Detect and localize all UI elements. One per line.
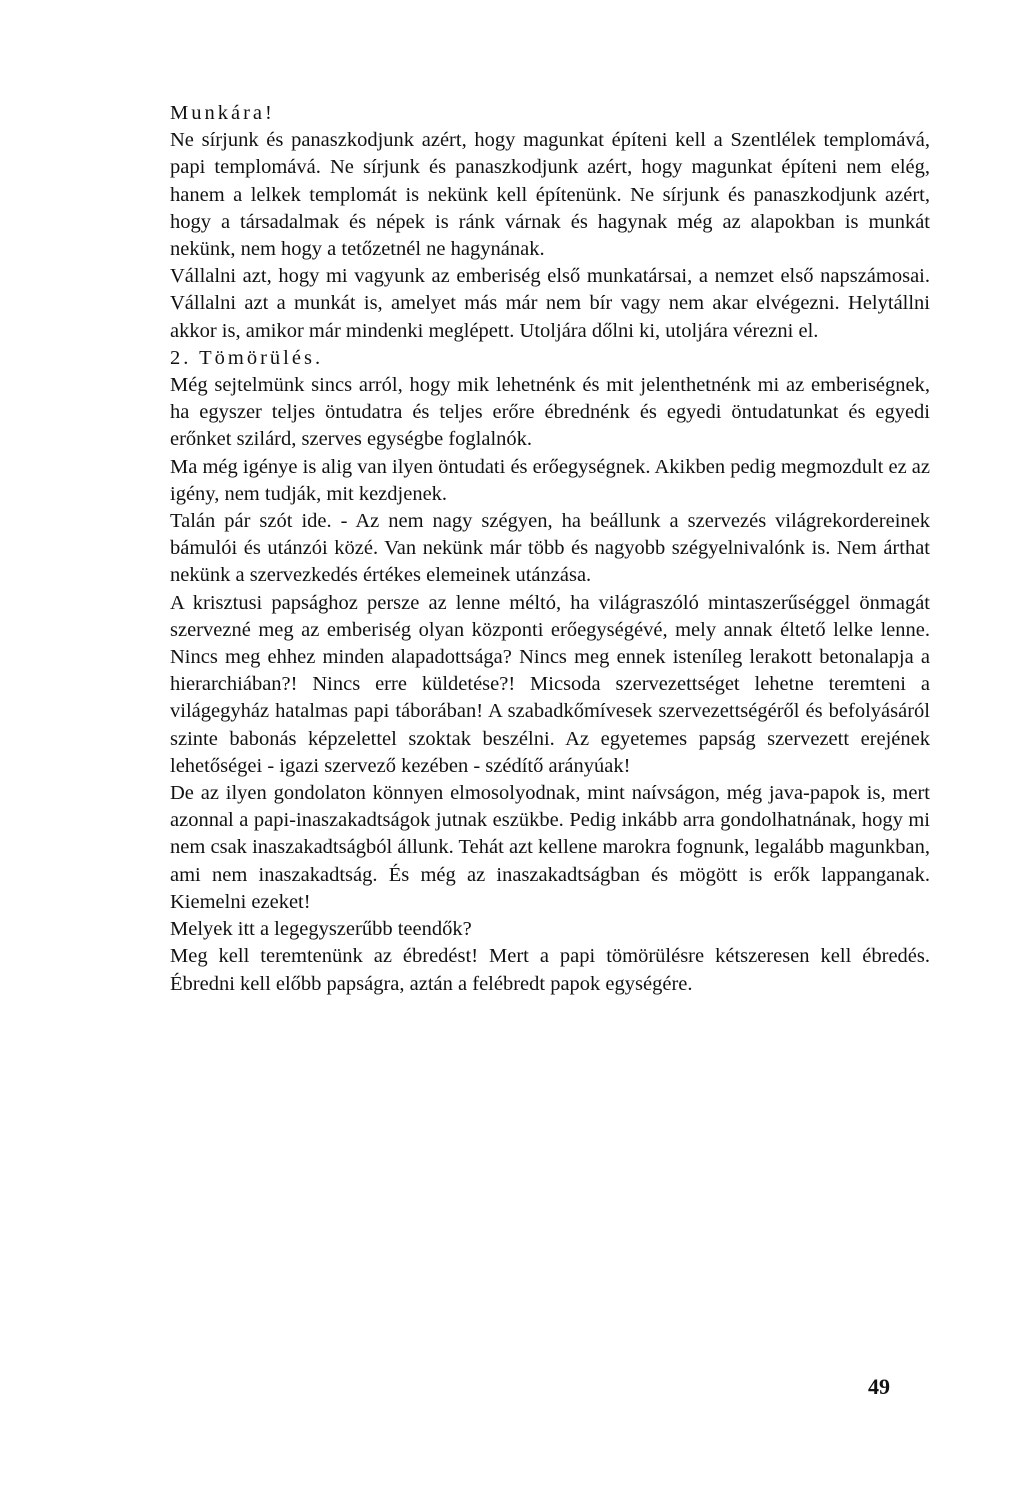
page-number: 49 <box>868 1374 890 1399</box>
paragraph: Vállalni azt, hogy mi vagyunk az emberiség első munkatársai, a nemzet első napszámosai. Vállalni azt a munkát is, amelyet más már nem bír vagy nem akar elvégezni. Helytállni akkor is, amikor már mindenki meglépett. Utoljára dőlni ki, utoljára vérezni el. <box>170 265 930 342</box>
paragraph: Még sejtelmünk sincs arról, hogy mik lehetnénk és mit jelenthetnénk mi az emberiségnek, ha egyszer teljes öntudatra és teljes erőre ébrednénk és egyedi öntudatunkat és egyedi erőnket szilárd, szerves egységbe foglalnók. <box>170 374 930 451</box>
section-heading: 2. Tömörülés. <box>170 346 324 369</box>
paragraph: Ma még igénye is alig van ilyen öntudati és erőegységnek. Akikben pedig megmozdult ez az igény, nem tudják, mit kezdjenek. <box>170 455 930 505</box>
paragraph: Talán pár szót ide. - Az nem nagy szégyen, ha beállunk a szervezés világrekordereinek bámulói és utánzói közé. Van nekünk már több és nagyobb szégyelnivalónk is. Nem árthat nekünk a szervezkedés értékes elemeinek utánzása. <box>170 510 930 587</box>
paragraph: De az ilyen gondolaton könnyen elmosolyodnak, mint naívságon, még java-papok is, mert azonnal a papi-inaszakadtságok jutnak eszükbe. Pedig inkább arra gondolhatnának, hogy mi nem csak inaszakadtságból állunk. Tehát azt kellene marokra fognunk, legalább magunkban, ami nem inaszakadtság. És még az inaszakadtságban és mögött is erők lappanganak. Kiemelni ezeket! <box>170 782 930 913</box>
paragraph: Meg kell teremtenünk az ébredést! Mert a papi tömörülésre kétszeresen kell ébredés. Ébredni kell előbb papságra, aztán a felébredt papok egységére. <box>170 945 930 995</box>
paragraph: Ne sírjunk és panaszkodjunk azért, hogy magunkat építeni kell a Szentlélek templomává, papi templomává. Ne sírjunk és panaszkodjunk azért, hogy magunkat építeni nem elég, hanem a lelkek templomát is nekünk kell építenünk. Ne sírjunk és panaszkodjunk azért, hogy a társadalmak és népek is ránk várnak és hagynak még az alapokban is munkát nekünk, nem hogy a tetőzetnél ne hagynának. <box>170 129 930 261</box>
paragraph: Melyek itt a legegyszerűbb teendők? <box>170 918 472 941</box>
heading-munkara: Munkára! <box>170 102 275 124</box>
body-text <box>170 100 930 998</box>
paragraph: A krisztusi papsághoz persze az lenne méltó, ha világraszóló mintaszerűséggel önmagát szervezné meg az emberiség olyan központi erőegységévé, mely annak éltető lelke lenne. Nincs meg ehhez minden alapadottsága? Nincs meg ennek isteníleg lerakott betonalapja a hierarchiában?! Nincs erre küldetése?! Micsoda szervezettséget lehetne teremteni a világegyház hatalmas papi táborában! A szabadkőmívesek szervezettségéről és befolyásáról szinte babonás képzelettel szoktak beszélni. Az egyetemes papság szervezett erejének lehetőségei - igazi szervező kezében - szédítő arányúak! <box>170 591 930 777</box>
